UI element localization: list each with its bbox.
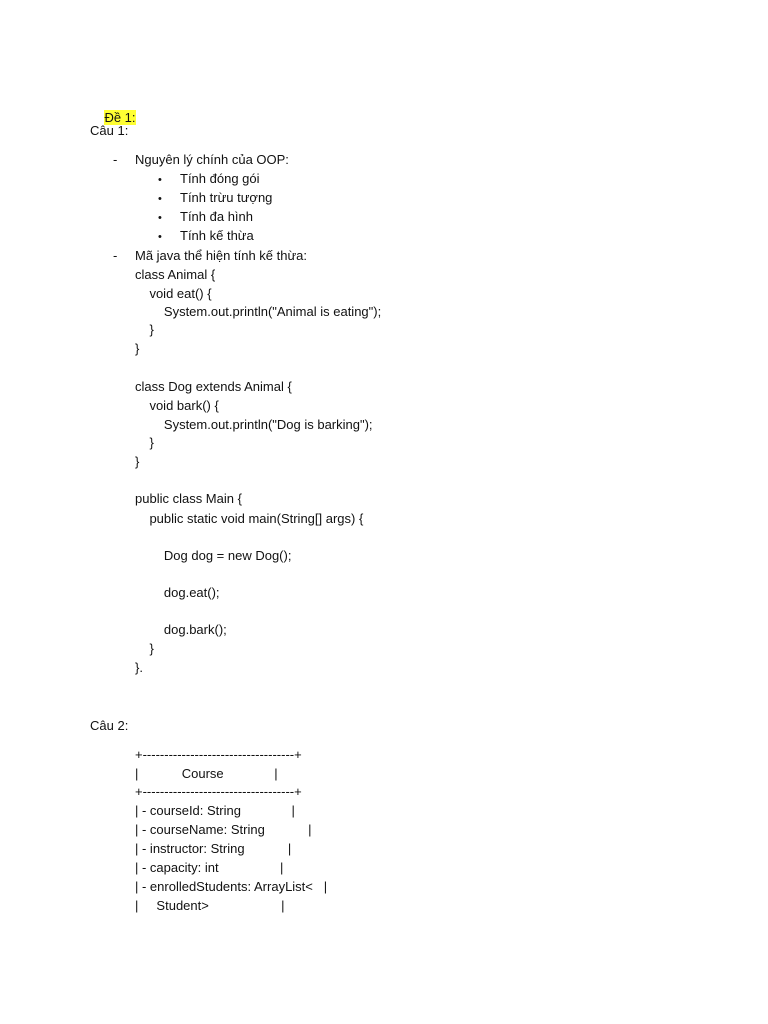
class-diagram-line: +-----------------------------------+	[135, 747, 302, 762]
code-line: System.out.println("Dog is barking");	[135, 417, 373, 432]
dash-marker-2: -	[113, 248, 118, 263]
code-line: class Animal {	[135, 267, 216, 282]
code-line: dog.eat();	[135, 585, 220, 600]
code-line: dog.bark();	[135, 622, 227, 637]
code-line: }	[135, 435, 154, 450]
class-diagram-line: | - capacity: int |	[135, 860, 284, 875]
principle-item: Tính đóng gói	[180, 171, 260, 186]
principle-item: Tính trừu tượng	[180, 190, 273, 205]
bullet-marker: •	[158, 231, 162, 243]
class-diagram-line: +-----------------------------------+	[135, 784, 302, 799]
principle-item: Tính đa hình	[180, 209, 253, 224]
code-line: public class Main {	[135, 491, 242, 506]
code-line: void bark() {	[135, 398, 219, 413]
bullet-marker: •	[158, 212, 162, 224]
exam-heading-text: Đề 1:	[104, 110, 136, 125]
principle-item: Tính kế thừa	[180, 228, 254, 243]
bullet-marker: •	[158, 174, 162, 186]
class-diagram-line: | Course |	[135, 766, 278, 781]
code-line: }	[135, 454, 140, 469]
inheritance-code-intro: Mã java thể hiện tính kế thừa:	[135, 248, 308, 263]
oop-principles-intro: Nguyên lý chính của OOP:	[135, 152, 289, 167]
code-line: class Dog extends Animal {	[135, 379, 292, 394]
code-line: Dog dog = new Dog();	[135, 548, 292, 563]
code-line: System.out.println("Animal is eating");	[135, 304, 382, 319]
code-line: public static void main(String[] args) {	[135, 511, 364, 526]
code-line: }	[135, 322, 154, 337]
class-diagram-line: | - courseId: String |	[135, 803, 295, 818]
class-diagram-line: | - courseName: String |	[135, 822, 312, 837]
code-line: }	[135, 641, 154, 656]
dash-marker-1: -	[113, 152, 118, 167]
question-1-label: Câu 1:	[90, 123, 129, 138]
class-diagram-line: | - instructor: String |	[135, 841, 292, 856]
code-line: }.	[135, 660, 143, 675]
code-line: void eat() {	[135, 286, 212, 301]
class-diagram-line: | - enrolledStudents: ArrayList< |	[135, 879, 328, 894]
code-line: }	[135, 341, 140, 356]
bullet-marker: •	[158, 193, 162, 205]
question-2-label: Câu 2:	[90, 718, 129, 733]
class-diagram-line: | Student> |	[135, 898, 285, 913]
